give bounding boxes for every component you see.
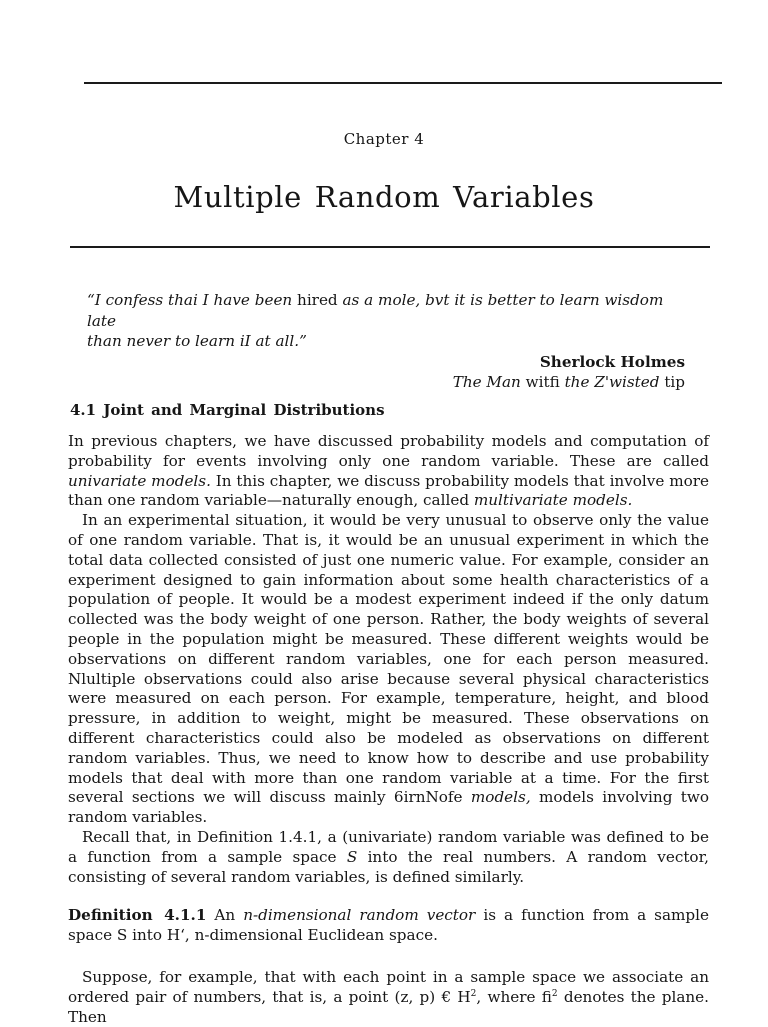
section-heading: 4.1 Joint and Marginal Distributions — [70, 401, 385, 419]
epigraph-source: The Man witfi the Z'wisted tip — [452, 373, 685, 391]
definition-4-1-1: Definition 4.1.1 An n-dimensional random vector is a function from a sample space S into H‘, n-dimensional Euclidean space. — [68, 906, 709, 945]
definition-label: Definition 4.1.1 — [68, 906, 207, 925]
paragraph-recall: Recall that, in Definition 1.4.1, a (univariate) random variable was defined to be a function from a sample space S into the real numbers. A random vector, consisting of several random variables, is defined similarly. — [68, 827, 709, 886]
title-rule — [70, 246, 710, 248]
chapter-title: Multiple Random Variables — [173, 180, 595, 214]
paragraph-experiment: In an experimental situation, it would be very unusual to observe only the value of one random variable. That is, it would be an unusual experiment in which the total data collected consisted of just one numeric value. For example, consider an experiment designed to gain information about some health characteristics of a population of people. It would be a modest experiment indeed if the only datum collected was the body weight of one person. Rather, the body weights of several people in the population might be measured. These different weights would be observations on different random variables, one for each person measured. Nlultiple observations could also arise because several physical characteristics were measured on each person. For example, temperature, height, and blood pressure, in addition to weight, might be measured. These observations on different characteristics could also be modeled as observations on different random variables. Thus, we need to know how to describe and use probability models that deal with more than one random variable at a time. For the first several sections we will discuss mainly 6irnNofe models, models involving two random variables. — [68, 511, 710, 827]
epigraph-quote: “I confess thai I have been hired as a mole, bvt it is better to learn wisdom late than never to learn iI at all.” — [87, 291, 664, 350]
epigraph — [87, 290, 687, 393]
body-text — [68, 432, 709, 1027]
paragraph-intro: In previous chapters, we have discussed probability models and computation of probability for events involving only one random variable. These are called univariate models. In this chapter, we discuss probability models that involve more than one random variable—naturally enough, called multivariate models. — [68, 432, 710, 510]
chapter-label: Chapter 4 — [343, 130, 425, 148]
epigraph-author: Sherlock Holmes — [539, 352, 685, 371]
top-rule — [84, 82, 722, 84]
paragraph-example: Suppose, for example, that with each point in a sample space we associate an ordered pair of numbers, that is, a point (z, p) € $H^2$, where $fi^2$ denotes the plane. Then — [68, 967, 709, 1026]
